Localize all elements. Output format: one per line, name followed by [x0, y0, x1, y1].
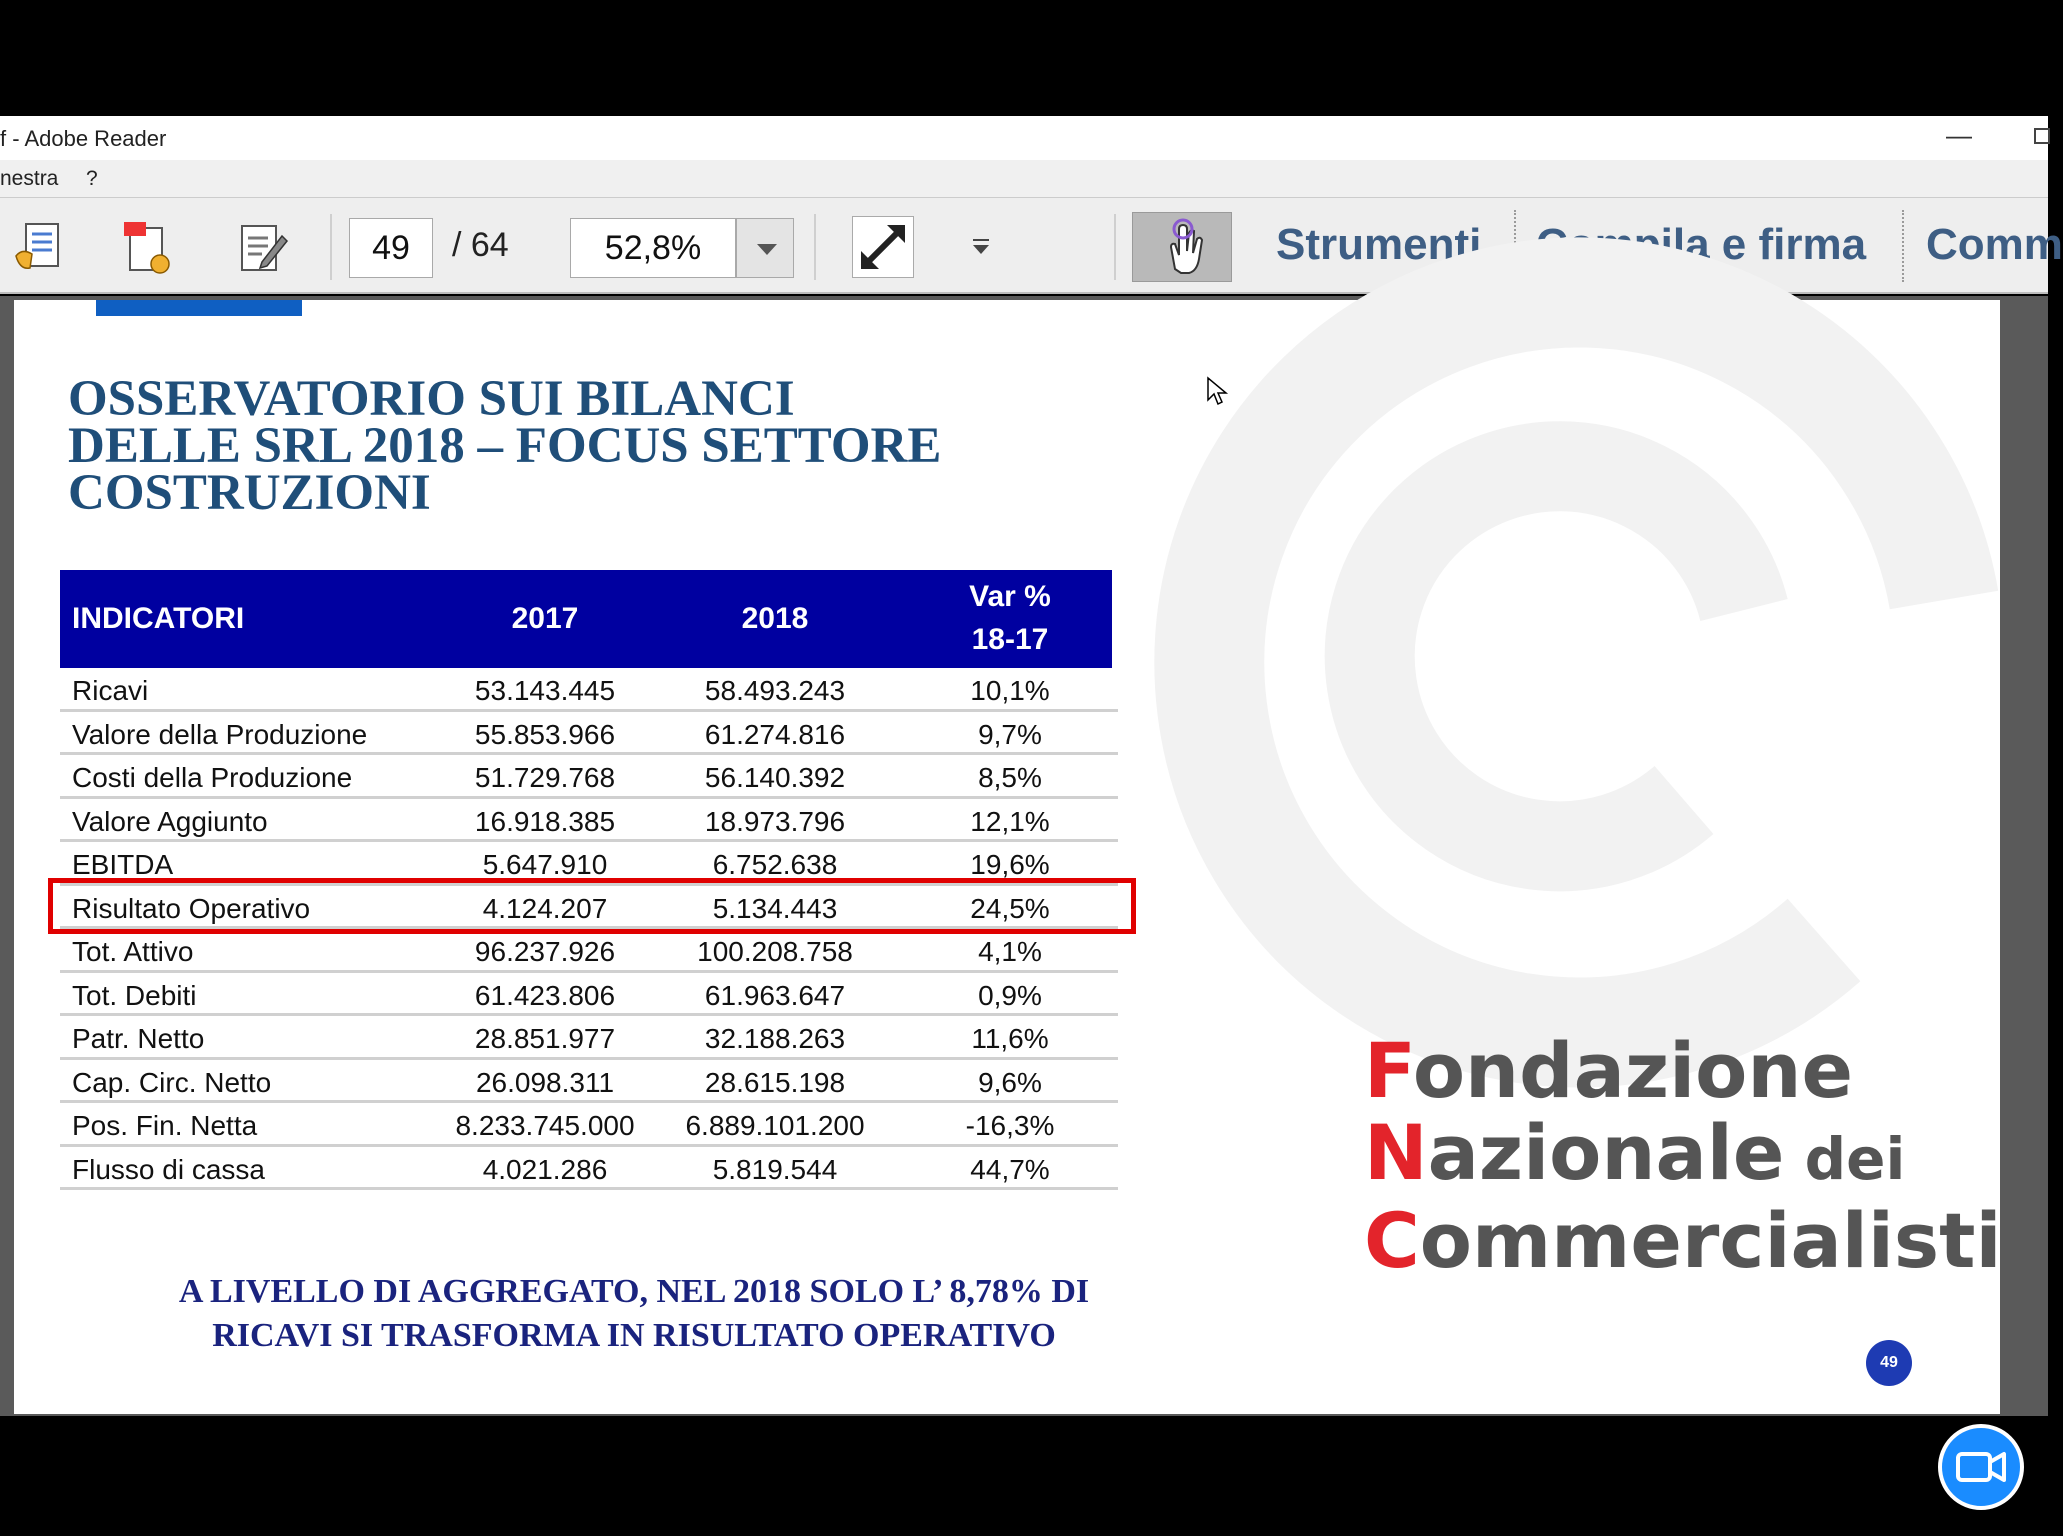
row-name: Valore della Produzione	[72, 718, 368, 750]
row-value-2018: 61.963.647	[704, 979, 846, 1011]
toolbar-separator	[814, 214, 816, 280]
header-var-line2: 18-17	[971, 623, 1049, 656]
row-value-2018: 56.140.392	[704, 762, 846, 793]
row-var: 9,6%	[978, 1066, 1042, 1098]
maximize-icon[interactable]	[2034, 128, 2050, 144]
video-call-button[interactable]	[1938, 1424, 2024, 1510]
row-name: Pos. Fin. Netta	[72, 1110, 258, 1141]
title-bar	[0, 116, 2048, 160]
row-value-2017: 28.851.977	[474, 1023, 616, 1054]
toolbar-separator	[330, 214, 332, 280]
slide-title-line: OSSERVATORIO SUI BILANCI	[68, 371, 795, 427]
header-indicatori: INDICATORI	[72, 602, 245, 635]
row-value-2018: 18.973.796	[704, 805, 846, 837]
export-pdf-icon[interactable]	[118, 218, 178, 278]
row-name: Valore Aggiunto	[72, 805, 268, 837]
logo-line: Nazionale dei	[1364, 1108, 1906, 1197]
table-row	[60, 886, 1118, 930]
zoom-input[interactable]: 52,8%	[570, 218, 736, 278]
slide-title-line: DELLE SRL 2018 – FOCUS SETTORE	[68, 418, 942, 474]
row-value-2018: 28.615.198	[704, 1066, 846, 1098]
menu-item-help[interactable]: ?	[86, 167, 98, 190]
watermark-logo	[1124, 240, 2024, 1140]
row-name: Cap. Circ. Netto	[72, 1066, 272, 1098]
table-body	[60, 668, 1122, 1190]
row-value-2018: 100.208.758	[697, 936, 853, 967]
table-row	[60, 1016, 1118, 1060]
row-name: EBITDA	[72, 849, 174, 880]
row-name: Tot. Debiti	[72, 979, 197, 1011]
row-var: 12,1%	[970, 805, 1050, 837]
table-row	[60, 842, 1118, 886]
row-value-2017: 51.729.768	[474, 762, 616, 793]
row-var: 10,1%	[970, 675, 1050, 706]
row-var: 8,5%	[978, 762, 1042, 793]
row-value-2018: 58.493.243	[704, 675, 846, 706]
page-badge: 49	[1866, 1340, 1912, 1386]
menu-bar	[0, 160, 2048, 198]
table-row	[60, 973, 1118, 1017]
row-value-2018: 5.134.443	[712, 892, 838, 924]
row-value-2018: 5.819.544	[712, 1153, 838, 1185]
table-row	[60, 1103, 1118, 1147]
comment-link[interactable]: Comm	[1926, 220, 2063, 269]
minimize-icon[interactable]: —	[1946, 120, 1972, 150]
row-value-2017: 96.237.926	[474, 936, 616, 967]
create-pdf-icon[interactable]	[12, 218, 72, 278]
row-value-2018: 6.889.101.200	[685, 1110, 865, 1141]
table-row	[60, 755, 1118, 799]
row-value-2017: 55.853.966	[474, 718, 616, 750]
video-camera-icon	[1942, 1428, 2020, 1506]
row-value-2017: 61.423.806	[474, 979, 616, 1011]
zoom-dropdown-button[interactable]	[736, 218, 794, 278]
fit-page-button[interactable]	[852, 216, 914, 278]
row-value-2017: 5.647.910	[482, 849, 608, 880]
conclusion-line: A LIVELLO DI AGGREGATO, NEL 2018 SOLO L’ 8,78% DI	[178, 1273, 1090, 1310]
row-value-2018: 6.752.638	[712, 849, 838, 880]
fondazione-logo	[1364, 1026, 2002, 1285]
table-header	[60, 570, 1112, 668]
page-number-input[interactable]: 49	[349, 218, 433, 278]
slide-accent-bar	[96, 300, 302, 316]
table-row	[60, 668, 1118, 712]
toolbar-separator	[1114, 214, 1116, 280]
slide-conclusion	[84, 1270, 1184, 1358]
row-var: 24,5%	[970, 892, 1050, 924]
tools-link[interactable]: Strumenti	[1276, 220, 1482, 269]
header-2018: 2018	[741, 602, 809, 635]
row-var: 44,7%	[970, 1153, 1050, 1185]
window-title: f - Adobe Reader	[0, 126, 167, 151]
row-name: Tot. Attivo	[72, 936, 194, 967]
header-var-line1: Var %	[969, 580, 1051, 613]
more-tools-icon[interactable]	[970, 236, 992, 258]
row-value-2017: 4.124.207	[482, 892, 608, 924]
row-value-2018: 61.274.816	[704, 718, 846, 750]
edit-pdf-icon[interactable]	[232, 218, 292, 278]
row-name: Ricavi	[72, 675, 149, 706]
row-value-2017: 4.021.286	[482, 1153, 608, 1185]
row-name: Patr. Netto	[72, 1023, 205, 1054]
pdf-page	[14, 300, 2000, 1414]
row-value-2017: 53.143.445	[474, 675, 616, 706]
menu-item-window[interactable]: nestra	[0, 167, 59, 190]
header-2017: 2017	[511, 602, 579, 635]
row-value-2017: 8.233.745.000	[455, 1110, 635, 1141]
table-row	[60, 799, 1118, 843]
conclusion-line: RICAVI SI TRASFORMA IN RISULTATO OPERATIVO	[212, 1317, 1056, 1354]
logo-line: Commercialisti	[1364, 1196, 2002, 1285]
row-value-2017: 16.918.385	[474, 805, 616, 837]
row-var: -16,3%	[965, 1110, 1055, 1141]
table-row	[60, 712, 1118, 756]
row-var: 11,6%	[971, 1023, 1049, 1054]
table-row	[60, 929, 1118, 973]
row-name: Risultato Operativo	[72, 892, 311, 924]
table-row	[60, 1060, 1118, 1104]
row-value-2018: 32.188.263	[704, 1023, 846, 1054]
mouse-cursor-icon	[1206, 376, 1228, 406]
expand-icon	[853, 217, 913, 277]
row-name: Flusso di cassa	[72, 1153, 265, 1185]
slide-title	[68, 371, 1008, 521]
row-var: 0,9%	[978, 979, 1042, 1011]
indicators-table	[60, 570, 1122, 1190]
logo-line: Fondazione	[1364, 1026, 1853, 1115]
fill-and-sign-link[interactable]: Compila e firma	[1536, 220, 1867, 269]
page-total: / 64	[452, 226, 509, 264]
row-var: 9,7%	[978, 718, 1042, 750]
row-name: Costi della Produzione	[72, 762, 353, 793]
row-var: 4,1%	[978, 936, 1042, 967]
slide-title-line: COSTRUZIONI	[68, 465, 431, 521]
row-value-2017: 26.098.311	[475, 1066, 615, 1098]
table-row	[60, 1147, 1118, 1191]
row-var: 19,6%	[970, 849, 1050, 880]
